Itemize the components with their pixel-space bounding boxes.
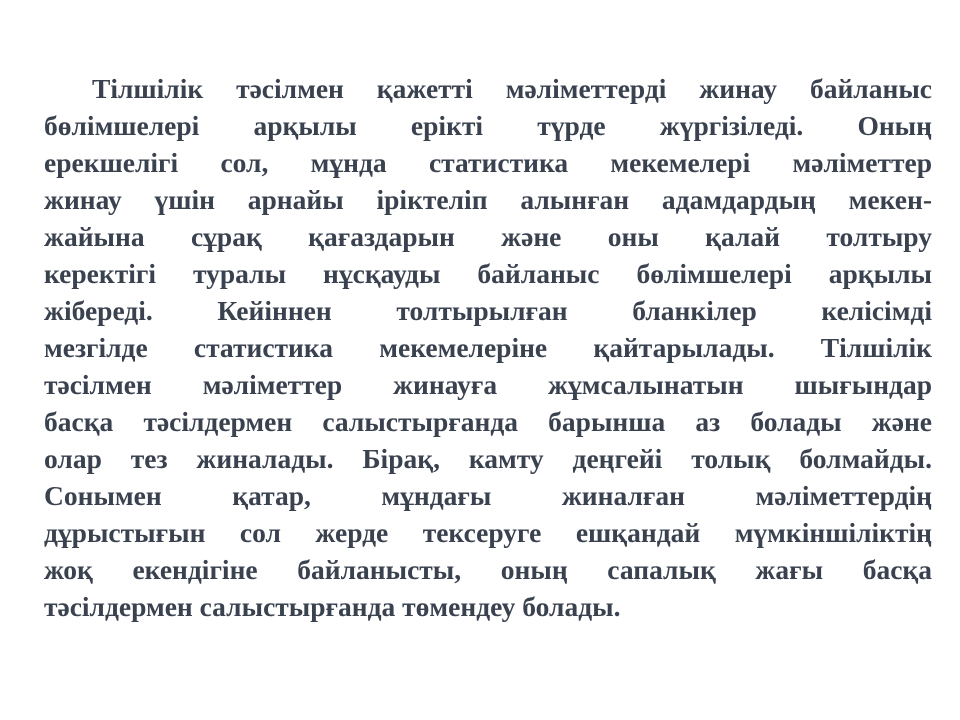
paragraph-line-8: мезгілде статистика мекемелеріне қайтарылады. Тілшілік xyxy=(44,332,932,363)
paragraph-line-9: тәсілмен мәліметтер жинауға жұмсалынатын шығындар xyxy=(44,369,932,400)
paragraph-line-14: жоқ екендігіне байланысты, оның сапалық жағы басқа xyxy=(44,554,932,585)
paragraph-line-10: басқа тәсілдермен салыстырғанда барынша аз болады және xyxy=(44,406,932,437)
paragraph-line-7: жібереді. Кейіннен толтырылған бланкілер келісімді xyxy=(44,295,932,326)
paragraph-line-1: Тілшілік тәсілмен қажетті мәліметтерді жинау байланыс xyxy=(92,73,932,104)
paragraph-line-2: бөлімшелері арқылы ерікті түрде жүргізіледі. Оның xyxy=(44,110,932,141)
paragraph-line-4: жинау үшін арнайы іріктеліп алынған адамдардың мекен- xyxy=(44,184,932,215)
paragraph-line-13: дұрыстығын сол жерде тексеруге ешқандай мүмкіншіліктің xyxy=(44,517,932,548)
paragraph-line-11: олар тез жиналады. Бірақ, камту деңгейі толық болмайды. xyxy=(44,443,932,474)
body-paragraph xyxy=(44,70,932,625)
paragraph-line-12: Сонымен қатар, мұндағы жиналған мәліметтердің xyxy=(44,480,932,511)
paragraph-line-15: тәсілдермен салыстырғанда төмендеу болады. xyxy=(44,591,621,622)
paragraph-line-6: керектігі туралы нұсқауды байланыс бөлімшелері арқылы xyxy=(44,258,932,289)
paragraph-line-5: жайына сұрақ қағаздарын және оны қалай толтыру xyxy=(44,221,932,252)
paragraph-line-3: ерекшелігі сол, мұнда статистика мекемелері мәліметтер xyxy=(44,147,932,178)
